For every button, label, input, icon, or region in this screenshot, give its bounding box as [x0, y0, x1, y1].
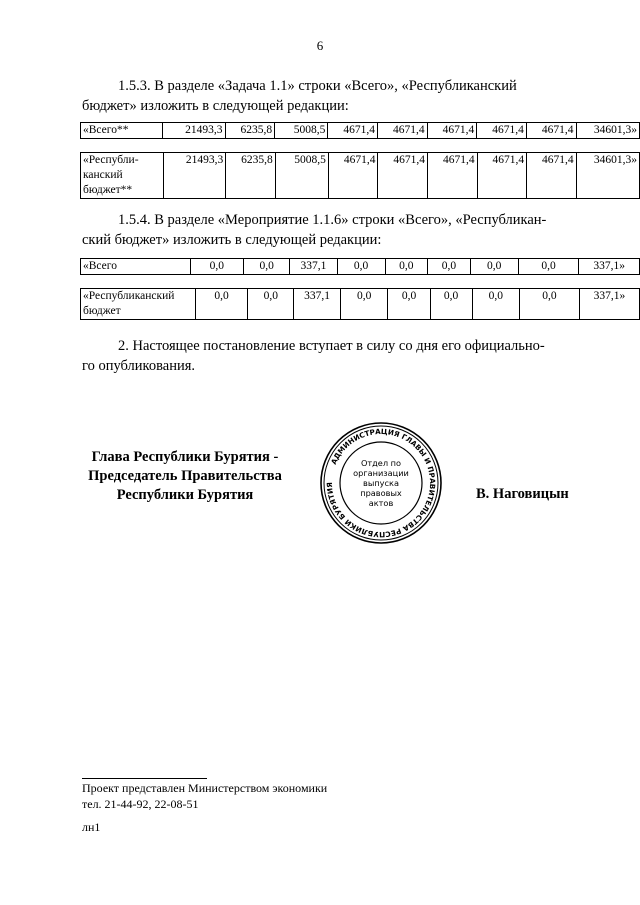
signatory-position-line: Республики Бурятия: [116, 487, 254, 503]
value-cell: 4671,4: [427, 123, 477, 139]
seal-center-line: Отдел по: [360, 458, 402, 468]
footer-prepared-by: Проект представлен Министерством экономики: [82, 781, 328, 795]
signatory-name: В. Наговицын: [476, 486, 569, 502]
section-1-5-4-line1: 1.5.4. В разделе «Мероприятие 1.1.6» строки «Всего», «Республикан-: [118, 212, 547, 228]
value-cell: 0,0: [428, 259, 471, 275]
section-2: [82, 336, 582, 376]
seal-center-line: правовых: [360, 488, 402, 498]
value-cell: 0,0: [518, 259, 579, 275]
row-label-cell: «Республиканский бюджет: [81, 289, 196, 320]
value-cell: 0,0: [337, 259, 385, 275]
value-cell: 4671,4: [526, 123, 576, 139]
value-cell: 5008,5: [275, 123, 328, 139]
value-cell: 337,1»: [579, 289, 639, 320]
value-cell: 0,0: [195, 289, 248, 320]
value-cell: 0,0: [244, 259, 290, 275]
measure-1-1-6-total-table: [80, 258, 640, 275]
value-cell: 337,1»: [579, 259, 640, 275]
row-label-cell: «Всего: [81, 259, 191, 275]
value-cell: 4671,4: [477, 153, 527, 199]
seal-ring-text: АДМИНИСТРАЦИЯ ГЛАВЫ И ПРАВИТЕЛЬСТВА РЕСПУБЛИКИ БУРЯТИЯ: [324, 426, 438, 540]
value-cell: 337,1: [290, 259, 337, 275]
section-1-5-3-line2: бюджет» изложить в следующей редакции:: [82, 98, 349, 114]
value-cell: 0,0: [385, 259, 428, 275]
footer-code: лн1: [82, 820, 101, 834]
measure-1-1-6-budget-table: [80, 288, 640, 320]
value-cell: 0,0: [470, 259, 518, 275]
row-label-cell: «Республи- канский бюджет**: [81, 153, 164, 199]
seal-center-line: выпуска: [363, 478, 399, 488]
signatory-position-line: Глава Республики Бурятия -: [91, 449, 279, 465]
value-cell: 6235,8: [226, 153, 276, 199]
section-1-5-3: [82, 76, 582, 116]
section-1-5-3-line1: 1.5.3. В разделе «Задача 1.1» строки «Всего», «Республиканский: [118, 78, 517, 94]
task-1-1-budget-table: [80, 152, 640, 199]
section-1-5-4: [82, 210, 582, 250]
table-row: [81, 123, 640, 139]
value-cell: 0,0: [341, 289, 388, 320]
value-cell: 21493,3: [162, 123, 225, 139]
section-2-line2: го опубликования.: [82, 358, 196, 374]
footer-phone: тел. 21-44-92, 22-08-51: [82, 797, 199, 811]
value-cell: 0,0: [388, 289, 430, 320]
value-cell: 0,0: [248, 289, 294, 320]
table-row: [81, 289, 640, 320]
value-cell: 0,0: [520, 289, 580, 320]
value-cell: 0,0: [190, 259, 243, 275]
value-cell: 4671,4: [477, 123, 527, 139]
value-cell: 34601,3»: [576, 153, 639, 199]
value-cell: 4671,4: [328, 153, 378, 199]
table-row: [81, 259, 640, 275]
seal-center-line: организации: [353, 468, 409, 478]
value-cell: 6235,8: [225, 123, 275, 139]
value-cell: 0,0: [472, 289, 519, 320]
value-cell: 0,0: [430, 289, 472, 320]
section-2-line1: 2. Настоящее постановление вступает в силу со дня его официально-: [118, 338, 545, 354]
value-cell: 21493,3: [163, 153, 226, 199]
section-1-5-4-line2: ский бюджет» изложить в следующей редакции:: [82, 232, 382, 248]
page-number: 6: [316, 38, 324, 53]
value-cell: 4671,4: [527, 153, 577, 199]
table-row: [81, 153, 640, 199]
row-label-cell: «Всего**: [81, 123, 163, 139]
footer-divider: [82, 778, 207, 779]
value-cell: 4671,4: [378, 153, 428, 199]
value-cell: 4671,4: [328, 123, 378, 139]
value-cell: 4671,4: [378, 123, 428, 139]
signatory-position-line: Председатель Правительства: [88, 468, 282, 484]
value-cell: 337,1: [294, 289, 341, 320]
value-cell: 5008,5: [275, 153, 328, 199]
seal-center-line: актов: [368, 498, 394, 508]
official-seal-stamp: [318, 420, 444, 546]
value-cell: 34601,3»: [576, 123, 639, 139]
value-cell: 4671,4: [428, 153, 478, 199]
signatory-position: [70, 448, 300, 505]
task-1-1-total-table: [80, 122, 640, 139]
